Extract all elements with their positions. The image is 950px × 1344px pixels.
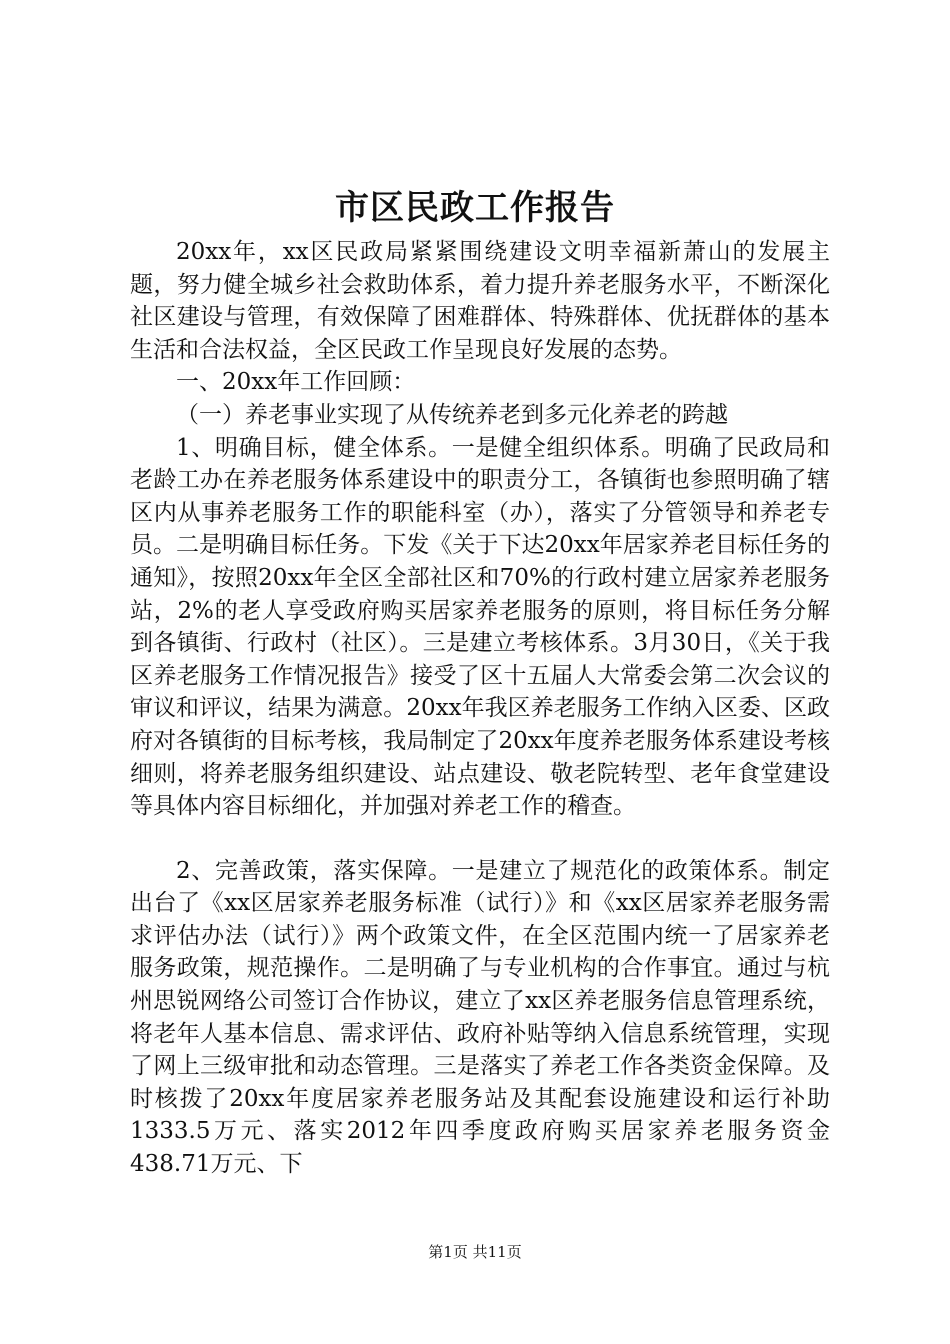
page-number: 第1页 共11页 [428,1243,522,1261]
intro-paragraph: 20xx年，xx区民政局紧紧围绕建设文明幸福新萧山的发展主题，努力健全城乡社会救助体系，着力提升养老服务水平，不断深化社区建设与管理，有效保障了困难群体、特殊群体、优抚群体的基本生活和合法权益，全区民政工作呈现良好发展的态势。 [130,239,830,363]
subsection-heading: （一）养老事业实现了从传统养老到多元化养老的跨越 [176,401,728,428]
document-body [130,236,830,1181]
body-paragraph: 2、完善政策，落实保障。一是建立了规范化的政策体系。制定出台了《xx区居家养老服务标准（试行）》和《xx区居家养老服务需求评估办法（试行）》两个政策文件，在全区范围内统一了居家养老服务政策，规范操作。二是明确了与专业机构的合作事宜。通过与杭州思锐网络公司签订合作协议，建立了xx区养老服务信息管理系统，将老年人基本信息、需求评估、政府补贴等纳入信息系统管理，实现了网上三级审批和动态管理。三是落实了养老工作各类资金保障。及时核拨了20xx年度居家养老服务站及其配套设施建设和运行补助1333.5万元、落实2012年四季度政府购买居家养老服务资金438.71万元、下 [130,857,830,1178]
body-paragraph: 1、明确目标，健全体系。一是健全组织体系。明确了民政局和老龄工办在养老服务体系建设中的职责分工，各镇街也参照明确了辖区内从事养老服务工作的职能科室（办），落实了分管领导和养老专员。二是明确目标任务。下发《关于下达20xx年居家养老目标任务的通知》，按照20xx年全区全部社区和70%的行政村建立居家养老服务站，2%的老人享受政府购买居家养老服务的原则，将目标任务分解到各镇街、行政村（社区）。三是建立考核体系。3月30日，《关于我区养老服务工作情况报告》接受了区十五届人大常委会第二次会议的审议和评议，结果为满意。20xx年我区养老服务工作纳入区委、区政府对各镇街的目标考核，我局制定了20xx年度养老服务体系建设考核细则，将养老服务组织建设、站点建设、敬老院转型、老年食堂建设等具体内容目标细化，并加强对养老工作的稽查。 [130,434,830,820]
document-title: 市区民政工作报告 [335,188,615,228]
section-heading: 一、20xx年工作回顾： [176,369,416,396]
